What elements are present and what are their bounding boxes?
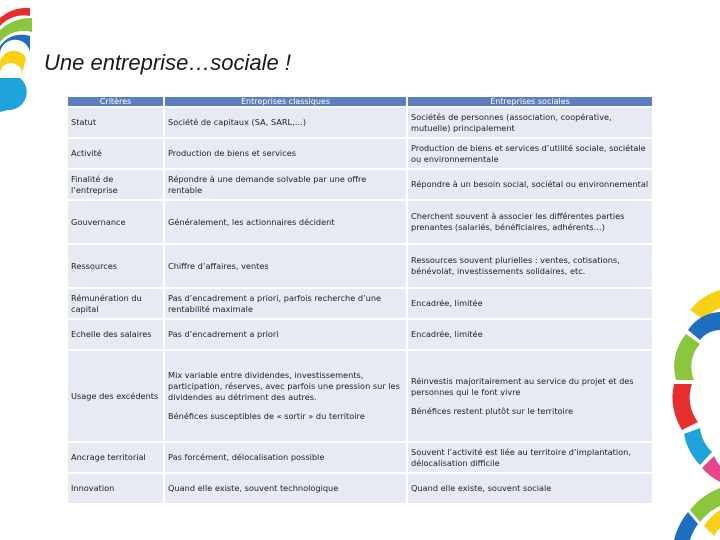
classic-cell: Pas d’encadrement a priori, parfois recherche d’une rentabilité maximale [165, 289, 406, 318]
social-paragraph: Réinvestis majoritairement au service du projet et des personnes qui le font vivre [411, 375, 634, 397]
header-classic: Entreprises classiques [165, 97, 406, 106]
classic-paragraph: Mix variable entre dividendes, investissements, participation, réserves, avec parfois une pression sur les dividendes au détriment des autres. [168, 370, 400, 402]
table-row [68, 139, 652, 168]
social-cell: Ressources souvent plurielles : ventes, cotisations, bénévolat, investissements solidaires, etc. [408, 245, 652, 287]
table-row [68, 289, 652, 318]
classic-cell: Production de biens et services [165, 139, 406, 168]
table-row [68, 245, 652, 287]
classic-cell: Société de capitaux (SA, SARL,…) [165, 108, 406, 137]
criterion-cell: Statut [68, 108, 163, 137]
table-row [68, 351, 652, 441]
classic-cell: Pas forcément, délocalisation possible [165, 443, 406, 472]
criterion-cell: Echelle des salaires [68, 320, 163, 349]
social-cell: Encadrée, limitée [408, 320, 652, 349]
table-row [68, 108, 652, 137]
page-title: Une entreprise…sociale ! [44, 50, 292, 75]
table-row [68, 170, 652, 199]
header-criteria: Critères [68, 97, 163, 106]
social-paragraph-2: Bénéfices restent plutôt sur le territoire [411, 405, 574, 416]
classic-cell: Chiffre d’affaires, ventes [165, 245, 406, 287]
table-row [68, 443, 652, 472]
social-cell: Répondre à un besoin social, sociétal ou environnemental [408, 170, 652, 199]
criterion-cell: Ressources [68, 245, 163, 287]
criterion-cell: Rémunération du capital [68, 289, 163, 318]
classic-paragraph-2: Bénéfices susceptibles de « sortir » du territoire [168, 411, 365, 421]
header-social: Entreprises sociales [408, 97, 652, 106]
social-cell [408, 351, 652, 441]
table-row [68, 320, 652, 349]
criterion-cell: Usage des excédents [68, 351, 163, 441]
social-cell: Souvent l’activité est liée au territoire d’implantation, délocalisation difficile [408, 443, 652, 472]
table-row [68, 474, 652, 503]
comparison-table [66, 95, 654, 505]
classic-cell [165, 351, 406, 441]
social-cell: Production de biens et services d’utilité sociale, sociétale ou environnementale [408, 139, 652, 168]
criterion-cell: Ancrage territorial [68, 443, 163, 472]
social-cell: Encadrée, limitée [408, 289, 652, 318]
criterion-cell: Gouvernance [68, 201, 163, 243]
criterion-cell: Finalité de l’entreprise [68, 170, 163, 199]
social-cell: Cherchent souvent à associer les différentes parties prenantes (salariés, bénéficiaires, adhérents…) [408, 201, 652, 243]
classic-cell: Pas d’encadrement a priori [165, 320, 406, 349]
social-cell: Sociétés de personnes (association, coopérative, mutuelle) principalement [408, 108, 652, 137]
table-row [68, 201, 652, 243]
criterion-cell: Innovation [68, 474, 163, 503]
social-cell: Quand elle existe, souvent sociale [408, 474, 652, 503]
decorative-arcs-right [660, 270, 720, 540]
criterion-cell: Activité [68, 139, 163, 168]
classic-cell: Répondre à une demande solvable par une offre rentable [165, 170, 406, 199]
classic-cell: Généralement, les actionnaires décident [165, 201, 406, 243]
table-header-row [68, 97, 652, 106]
classic-cell: Quand elle existe, souvent technologique [165, 474, 406, 503]
